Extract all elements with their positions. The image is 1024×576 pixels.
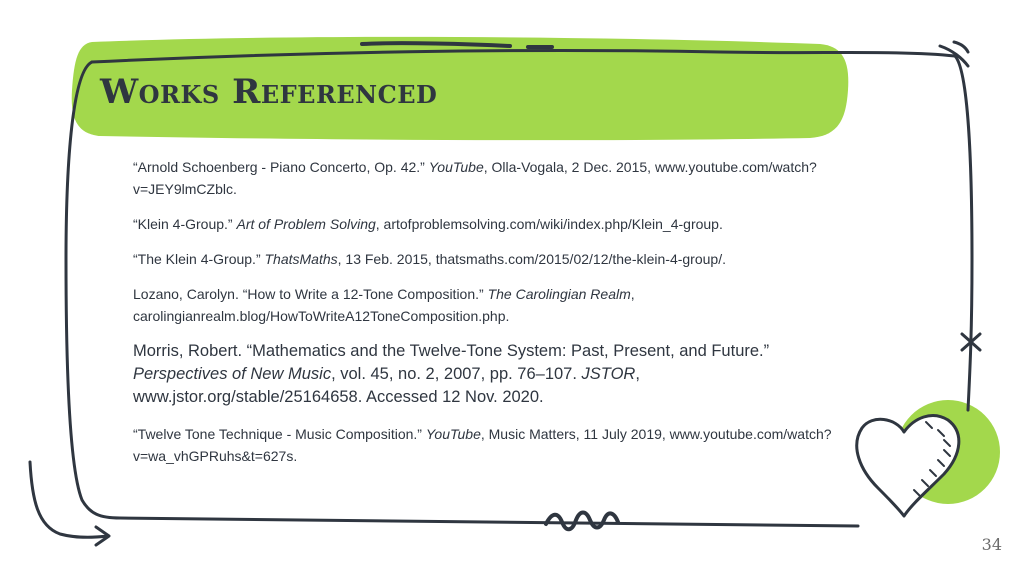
reference-item: “Arnold Schoenberg - Piano Concerto, Op. 42.” YouTube, Olla-Vogala, 2 Dec. 2015, www.youtube.com/watch?v=JEY9lmCZblc. bbox=[133, 159, 817, 197]
reference-item: Morris, Robert. “Mathematics and the Twelve-Tone System: Past, Present, and Future.” Perspectives of New Music, vol. 45, no. 2, 2007, pp. 76–107. JSTOR, www.jstor.org/stable/25164658. Accessed 12 Nov. 2020. bbox=[133, 342, 770, 406]
squiggle bbox=[546, 513, 618, 530]
frame-bottom bbox=[120, 518, 858, 526]
reference-item: “Klein 4-Group.” Art of Problem Solving, artofproblemsolving.com/wiki/index.php/Klein_4-group. bbox=[133, 216, 723, 232]
corner-flourish-2 bbox=[954, 42, 968, 52]
page-title: Works Referenced bbox=[100, 72, 438, 112]
page-number: 34 bbox=[981, 535, 1002, 554]
reference-item: “Twelve Tone Technique - Music Composition.” YouTube, Music Matters, 11 July 2019, www.youtube.com/watch?v=wa_vhGPRuhs&t=627s. bbox=[133, 426, 832, 464]
reference-item: “The Klein 4-Group.” ThatsMaths, 13 Feb. 2015, thatsmaths.com/2015/02/12/the-klein-4-group/. bbox=[133, 251, 726, 267]
references-list bbox=[133, 156, 853, 480]
frame-right bbox=[955, 56, 972, 410]
reference-item: Lozano, Carolyn. “How to Write a 12-Tone Composition.” The Carolingian Realm, carolingianrealm.blog/HowToWriteA12ToneComposition.php. bbox=[133, 286, 635, 324]
